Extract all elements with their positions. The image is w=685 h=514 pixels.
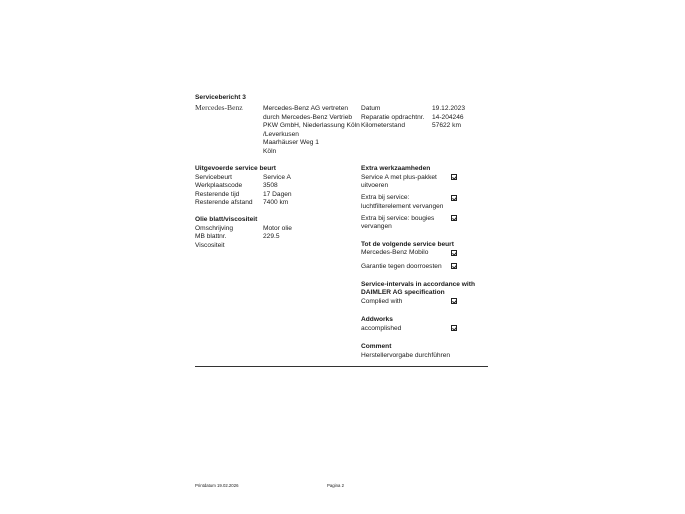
next-service-item: Garantie tegen doorroesten bbox=[361, 262, 442, 270]
next-service-heading: Tot de volgende service beurt bbox=[361, 240, 454, 248]
service-row-value: 3508 bbox=[263, 182, 278, 190]
intervals-heading-line: Service-intervals in accordance with bbox=[361, 280, 475, 288]
addworks-heading: Addworks bbox=[361, 316, 393, 323]
comment-text: Herstellervorgabe durchführen bbox=[361, 351, 451, 359]
meta-values bbox=[432, 105, 465, 131]
dealer-line: /Leverkusen bbox=[263, 130, 299, 138]
oil-heading: Olie blatt/viscositeit bbox=[195, 216, 258, 223]
service-row-value: 7400 km bbox=[263, 199, 289, 207]
extra-item-checkbox bbox=[451, 195, 457, 201]
extra-item bbox=[361, 174, 437, 191]
service-row-value: Service A bbox=[263, 173, 291, 181]
print-date: Printdatum 19.02.2026 bbox=[195, 483, 239, 488]
extra-heading: Extra werkzaamheden bbox=[361, 165, 431, 172]
meta-labels bbox=[361, 105, 424, 131]
intervals-checkbox bbox=[451, 298, 457, 304]
next-service-checkbox bbox=[451, 250, 457, 256]
km-label: Kilometerstand bbox=[361, 122, 405, 130]
extra-item-text: Extra bij service: bbox=[361, 194, 410, 201]
date-value: 19.12.2023 bbox=[432, 105, 466, 112]
oil-row-label: Viscositeit bbox=[195, 241, 225, 249]
extra-item bbox=[361, 215, 434, 232]
dealer-line: PKW GmbH, Niederlassung Köln bbox=[263, 122, 360, 130]
extra-item-text: Extra bij service: bougies bbox=[361, 214, 435, 222]
service-heading: Uitgevoerde service beurt bbox=[195, 165, 276, 172]
comment-heading: Comment bbox=[361, 343, 392, 350]
oil-row-value: Motor olie bbox=[263, 224, 292, 232]
next-service-item: Mercedes-Benz Mobilo bbox=[361, 249, 429, 256]
report-title: Servicebericht 3 bbox=[195, 94, 246, 101]
order-label: Reparatie opdrachtnr. bbox=[361, 113, 425, 121]
next-service-checkbox bbox=[451, 263, 457, 269]
oil-row-value: 229.5 bbox=[263, 233, 280, 241]
oil-labels bbox=[195, 225, 233, 251]
intervals-item: Complied with bbox=[361, 297, 403, 305]
extra-item bbox=[361, 194, 443, 211]
service-row-label: Resterende afstand bbox=[195, 199, 253, 207]
extra-item-text: luchtfilterelement vervangen bbox=[361, 202, 444, 210]
extra-item-checkbox bbox=[451, 174, 457, 180]
service-labels bbox=[195, 174, 253, 208]
km-value: 57622 km bbox=[432, 122, 461, 130]
order-value: 14-204246 bbox=[432, 113, 464, 121]
dealer-line: durch Mercedes-Benz Vertrieb bbox=[263, 113, 353, 121]
date-label: Datum bbox=[361, 105, 381, 112]
extra-item-checkbox bbox=[451, 215, 457, 221]
dealer-address bbox=[263, 105, 361, 157]
oil-values bbox=[263, 225, 292, 242]
mercedes-benz-logo: Mercedes-Benz bbox=[195, 103, 243, 112]
section-divider bbox=[195, 366, 488, 367]
intervals-heading-line: DAIMLER AG specification bbox=[361, 289, 445, 297]
service-row-label: Servicebeurt bbox=[195, 173, 233, 181]
intervals-heading bbox=[361, 281, 475, 298]
service-values bbox=[263, 174, 292, 208]
extra-item-text: Service A met plus-pakket bbox=[361, 173, 437, 181]
extra-item-text: uitvoeren bbox=[361, 182, 389, 190]
dealer-line: Mercedes-Benz AG vertreten bbox=[263, 105, 349, 112]
service-row-label: Werkplaatscode bbox=[195, 182, 243, 190]
service-row-label: Resterende tijd bbox=[195, 190, 240, 198]
oil-row-label: Omschrijving bbox=[195, 224, 234, 232]
addworks-checkbox bbox=[451, 325, 457, 331]
extra-item-text: vervangen bbox=[361, 223, 392, 231]
dealer-line: Maarhäuser Weg 1 bbox=[263, 139, 319, 147]
oil-row-label: MB blattnr. bbox=[195, 233, 227, 241]
service-row-value: 17 Dagen bbox=[263, 190, 292, 198]
page-number: Pagina 2 bbox=[327, 483, 344, 488]
dealer-line: Köln bbox=[263, 147, 277, 155]
addworks-item: accomplished bbox=[361, 324, 402, 332]
